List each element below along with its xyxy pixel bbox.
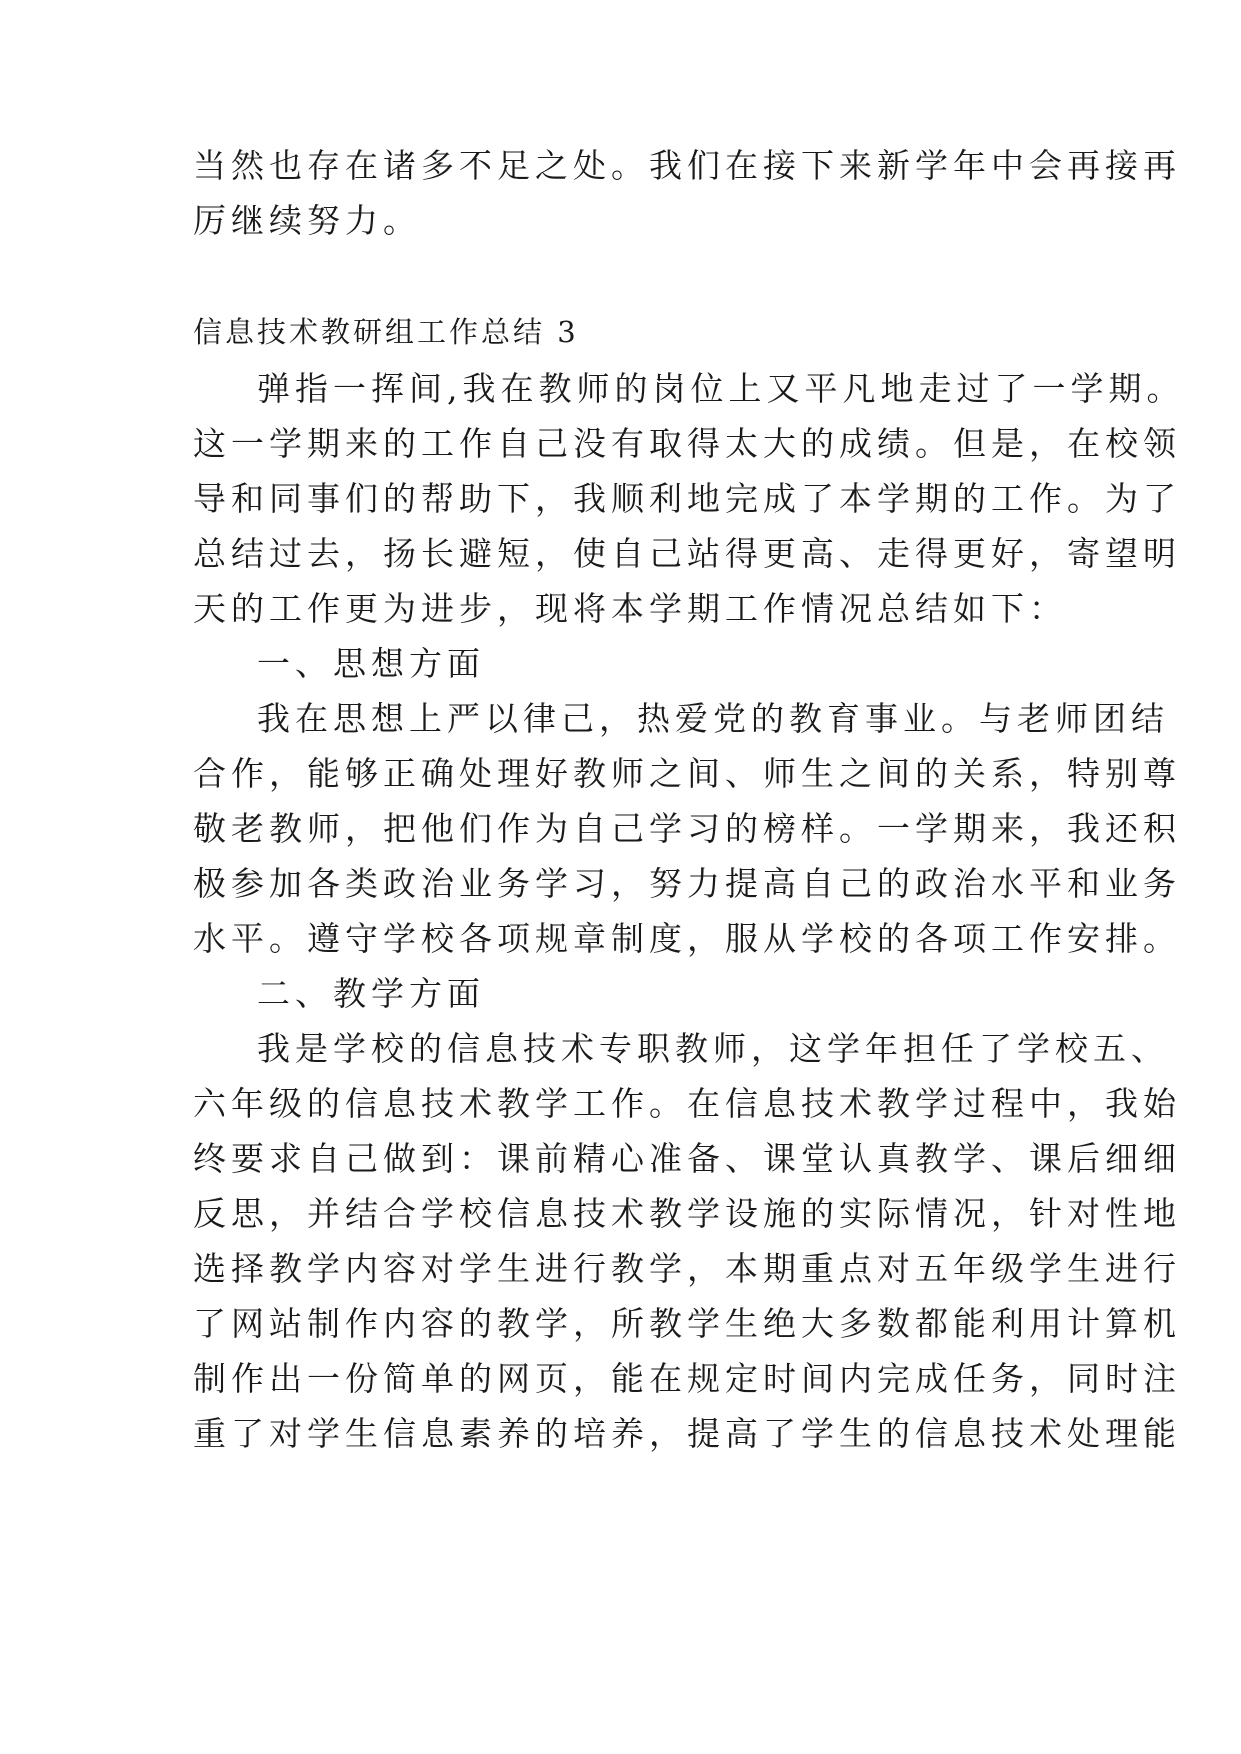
paragraph3-line-4: 反思，并结合学校信息技术教学设施的实际情况，针对性地 (193, 1194, 1181, 1233)
paragraph1-line-5: 天的工作更为进步，现将本学期工作情况总结如下： (193, 589, 1067, 628)
paragraph1-line-1: 弹指一挥间,我在教师的岗位上又平凡地走过了一学期。 (257, 369, 1185, 408)
paragraph3-line-5: 选择教学内容对学生进行教学，本期重点对五年级学生进行 (193, 1249, 1181, 1288)
paragraph2-line-1: 我在思想上严以律己，热爱党的教育事业。与老师团结 (257, 699, 1169, 738)
paragraph3-line-1: 我是学校的信息技术专职教师，这学年担任了学校五、 (257, 1029, 1169, 1068)
paragraph2-line-5: 水平。遵守学校各项规章制度，服从学校的各项工作安排。 (193, 919, 1181, 958)
paragraph2-line-2: 合作，能够正确处理好教师之间、师生之间的关系，特别尊 (193, 754, 1181, 793)
section-title: 信息技术教研组工作总结 3 (193, 315, 579, 349)
paragraph2-line-4: 极参加各类政治业务学习，努力提高自己的政治水平和业务 (193, 864, 1181, 903)
heading-ideology: 一、思想方面 (257, 644, 485, 683)
intro-line-2: 厉继续努力。 (193, 201, 421, 240)
paragraph3-line-6: 了网站制作内容的教学，所教学生绝大多数都能利用计算机 (193, 1304, 1181, 1343)
paragraph1-line-2: 这一学期来的工作自己没有取得太大的成绩。但是，在校领 (193, 424, 1181, 463)
paragraph3-line-3: 终要求自己做到：课前精心准备、课堂认真教学、课后细细 (193, 1139, 1181, 1178)
intro-line-1: 当然也存在诸多不足之处。我们在接下来新学年中会再接再 (193, 146, 1181, 185)
paragraph1-line-4: 总结过去，扬长避短，使自己站得更高、走得更好，寄望明 (193, 534, 1181, 573)
paragraph2-line-3: 敬老教师，把他们作为自己学习的榜样。一学期来，我还积 (193, 809, 1181, 848)
paragraph3-line-2: 六年级的信息技术教学工作。在信息技术教学过程中，我始 (193, 1084, 1181, 1123)
paragraph1-line-3: 导和同事们的帮助下，我顺利地完成了本学期的工作。为了 (193, 479, 1181, 518)
paragraph3-line-8: 重了对学生信息素养的培养，提高了学生的信息技术处理能 (193, 1414, 1181, 1453)
paragraph3-line-7: 制作出一份简单的网页，能在规定时间内完成任务，同时注 (193, 1359, 1181, 1398)
heading-teaching: 二、教学方面 (257, 974, 485, 1013)
